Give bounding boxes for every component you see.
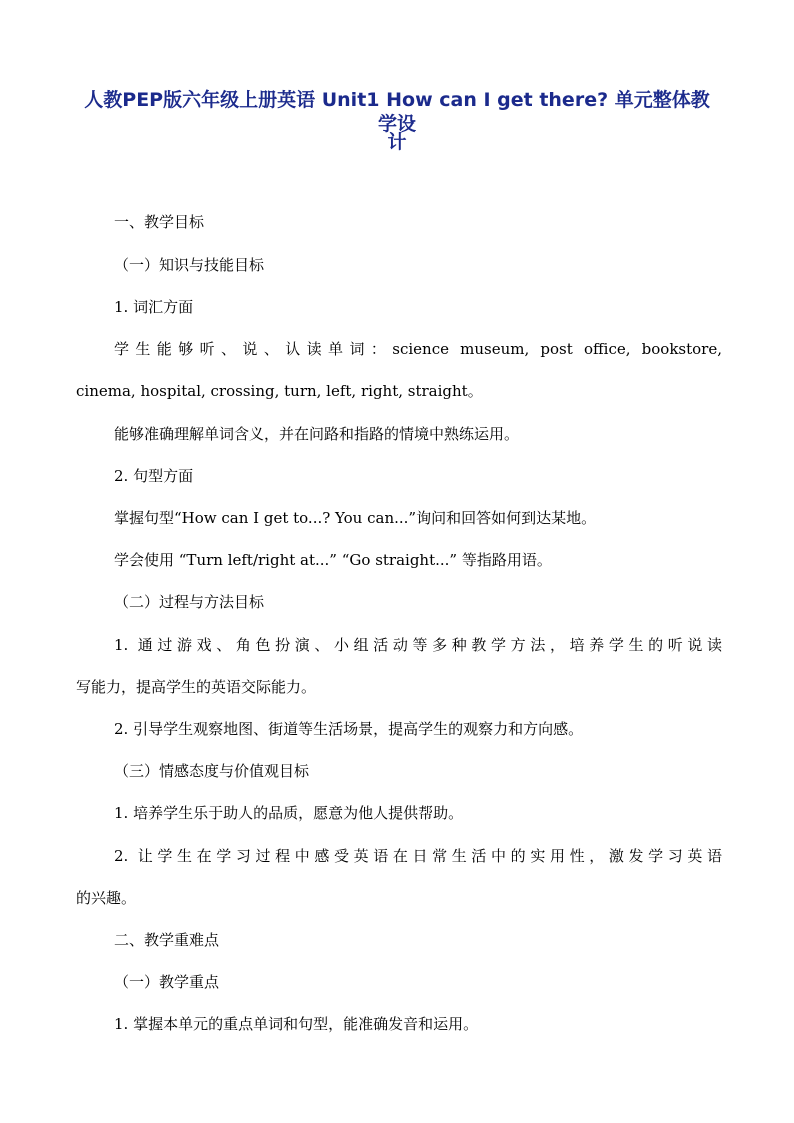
paragraph-process-1-line-2: 写能力，提高学生的英语交际能力。 bbox=[76, 678, 317, 696]
paragraph-sentence-pattern-1: 掌握句型“How can I get to...? You can...”询问和回答如何到达某地。 bbox=[114, 509, 597, 527]
paragraph-vocabulary-usage: 能够准确理解单词含义，并在问路和指路的情境中熟练运用。 bbox=[114, 425, 520, 443]
subsection-heading-process-methods: （二）过程与方法目标 bbox=[114, 593, 265, 611]
paragraph-emotion-1: 1. 培养学生乐于助人的品质，愿意为他人提供帮助。 bbox=[114, 804, 464, 822]
section-heading-objectives: 一、教学目标 bbox=[114, 213, 205, 231]
item-heading-sentence-patterns: 2. 句型方面 bbox=[114, 467, 194, 485]
paragraph-emotion-2-line-1: 2. 让学生在学习过程中感受英语在日常生活中的实用性，激发学习英语 bbox=[114, 847, 722, 865]
subsection-heading-knowledge-skills: （一）知识与技能目标 bbox=[114, 256, 265, 274]
subsection-heading-key-points: （一）教学重点 bbox=[114, 973, 220, 991]
paragraph-process-1-line-1: 1. 通过游戏、角色扮演、小组活动等多种教学方法，培养学生的听说读 bbox=[114, 636, 722, 654]
document-title-line-2: 计 bbox=[387, 131, 407, 153]
paragraph-emotion-2-line-2: 的兴趣。 bbox=[76, 889, 137, 907]
paragraph-process-2: 2. 引导学生观察地图、街道等生活场景，提高学生的观察力和方向感。 bbox=[114, 720, 584, 738]
paragraph-sentence-pattern-2: 学会使用 “Turn left/right at...” “Go straight...” 等指路用语。 bbox=[114, 551, 552, 569]
paragraph-vocabulary-line-2: cinema, hospital, crossing, turn, left, right, straight。 bbox=[76, 382, 483, 400]
subsection-heading-emotion-values: （三）情感态度与价值观目标 bbox=[114, 762, 310, 780]
section-heading-key-difficult-points: 二、教学重难点 bbox=[114, 931, 220, 949]
paragraph-key-point-1: 1. 掌握本单元的重点单词和句型，能准确发音和运用。 bbox=[114, 1015, 479, 1033]
paragraph-vocabulary-line-1: 学生能够听、说、认读单词：science museum, post office, bookstore, bbox=[114, 340, 722, 358]
document-title-line-1: 人教PEP版六年级上册英语 Unit1 How can I get there? 单元整体教学设 bbox=[84, 89, 710, 135]
item-heading-vocabulary: 1. 词汇方面 bbox=[114, 298, 194, 316]
